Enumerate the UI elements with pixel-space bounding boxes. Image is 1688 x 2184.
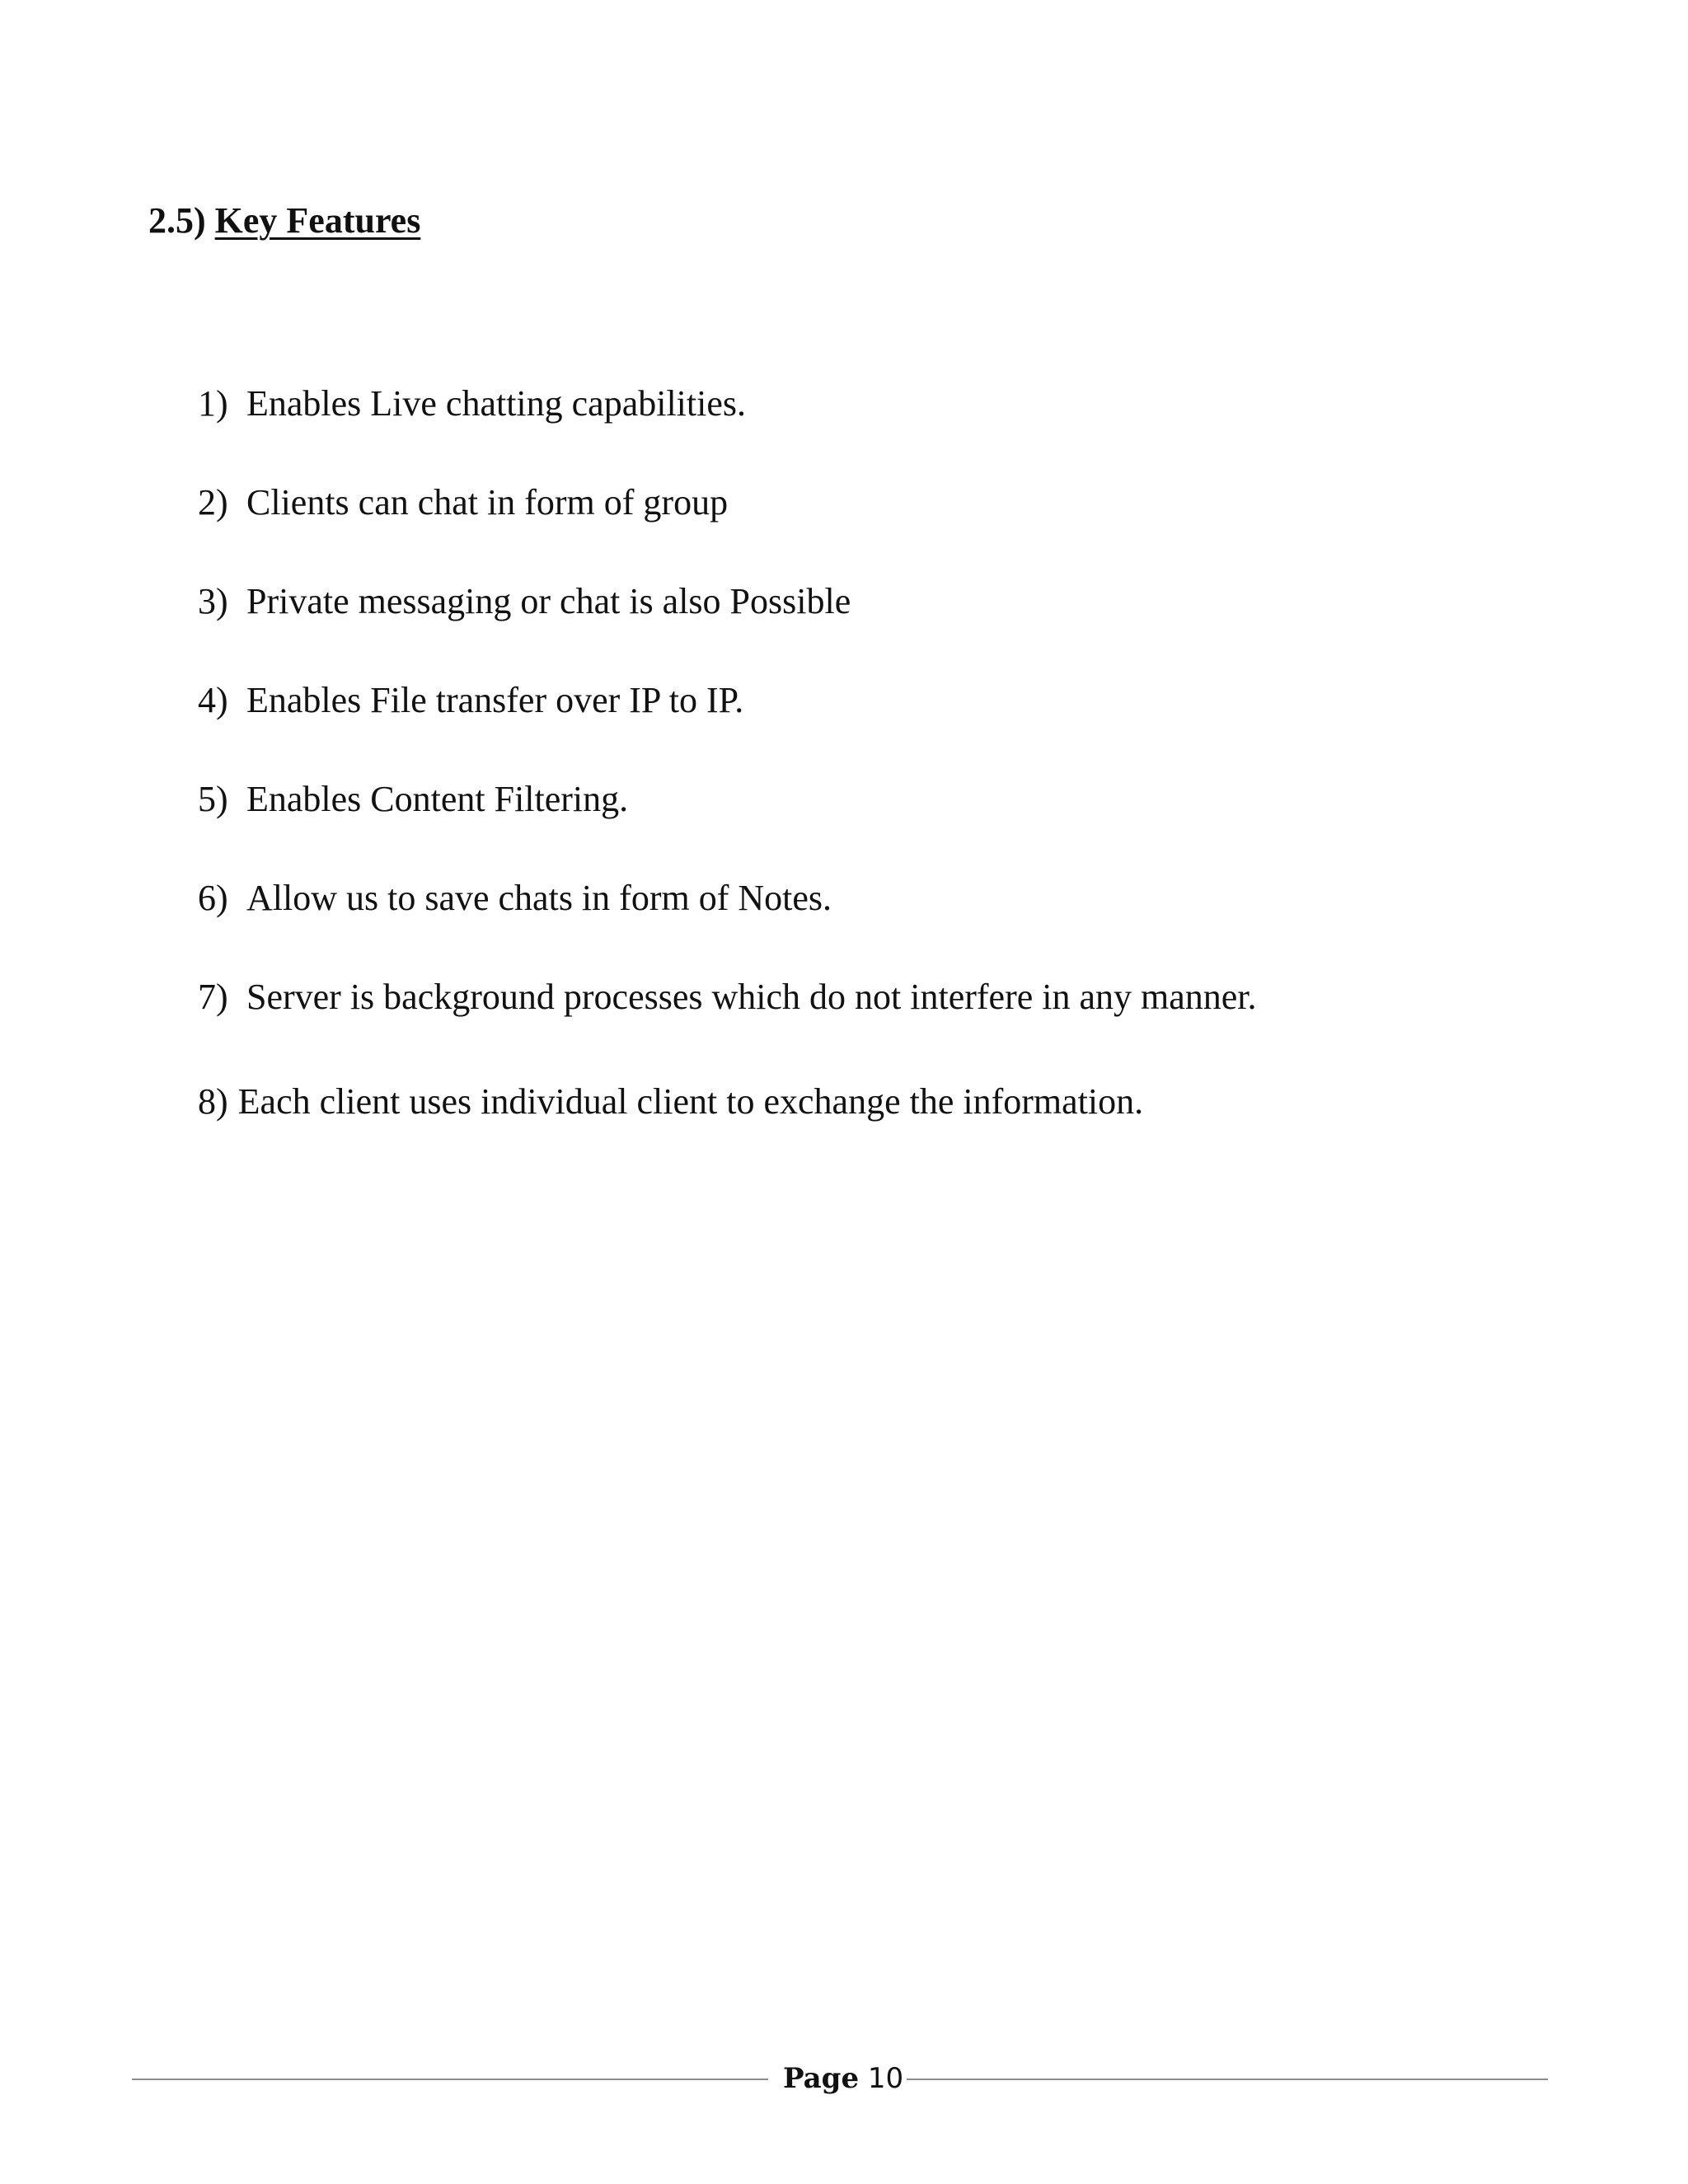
page-number: 10 [867, 2062, 904, 2095]
feature-number: 4) [198, 680, 228, 720]
footer-rule-right [907, 2079, 1548, 2080]
feature-number: 6) [198, 878, 228, 918]
feature-item-1 [198, 379, 746, 429]
feature-number: 7) [198, 977, 228, 1017]
feature-number: 3) [198, 581, 228, 621]
feature-item-4 [198, 676, 743, 725]
page-number-label [783, 2060, 903, 2097]
feature-number: 8) [198, 1081, 228, 1122]
footer-rule-left [132, 2079, 768, 2080]
feature-text: Server is background processes which do not interfere in any manner. [246, 977, 1257, 1017]
feature-item-2 [198, 478, 728, 527]
feature-text: Enables File transfer over IP to IP. [246, 680, 744, 720]
feature-item-7 [198, 972, 1257, 1022]
section-title: Key Features [214, 200, 421, 241]
feature-text: Enables Live chatting capabilities. [246, 383, 747, 424]
feature-text: Enables Content Filtering. [246, 779, 629, 819]
feature-text: Each client uses individual client to exchange the information. [237, 1081, 1144, 1122]
feature-text: Clients can chat in form of group [246, 482, 729, 523]
feature-text: Private messaging or chat is also Possible [246, 581, 851, 621]
feature-item-8 [198, 1077, 1143, 1127]
feature-item-5 [198, 775, 628, 824]
page-footer [0, 2060, 1688, 2097]
feature-number: 2) [198, 482, 228, 523]
feature-item-6 [198, 874, 832, 923]
feature-number: 5) [198, 779, 228, 819]
feature-text: Allow us to save chats in form of Notes. [246, 878, 832, 918]
page-word: Page [783, 2062, 860, 2095]
section-number: 2.5) [148, 200, 206, 241]
feature-number: 1) [198, 383, 228, 424]
feature-item-3 [198, 577, 851, 626]
section-heading [148, 196, 420, 246]
